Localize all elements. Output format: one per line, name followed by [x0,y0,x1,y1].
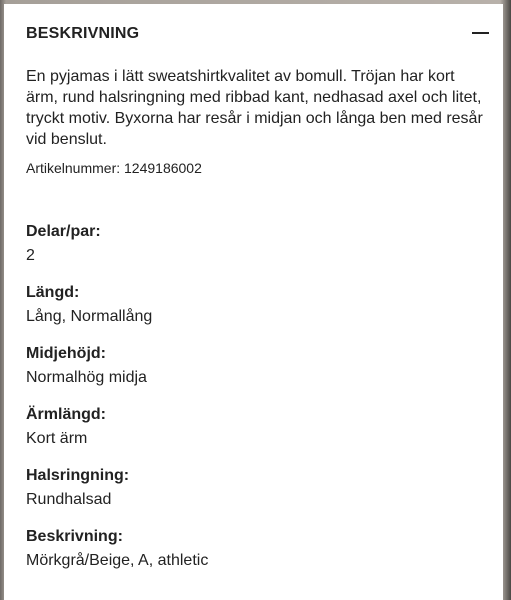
attribute-label: Midjehöjd: [26,345,106,362]
article-number: Artikelnummer: 1249186002 [26,160,202,176]
attribute-value: Kort ärm [26,430,88,447]
minus-icon [472,32,489,34]
attribute-length [26,283,486,327]
attribute-label: Beskrivning: [26,528,123,545]
attribute-value: Normalhög midja [26,369,147,386]
attribute-label: Längd: [26,284,80,301]
product-description: En pyjamas i lätt sweatshirtkvalitet av bomull. Tröjan har kort ärm, rund halsringning med ribbad kant, nedhasad axel och litet, tryckt motiv. Byxorna har resår i midjan och långa ben med resår vid benslut. [26,68,483,148]
attribute-description [26,527,486,571]
section-title: BESKRIVNING [26,25,140,42]
attribute-waist-height [26,344,486,388]
attribute-value: Rundhalsad [26,491,112,508]
attribute-label: Delar/par: [26,223,101,240]
description-panel [4,4,503,600]
collapse-button[interactable] [470,22,492,44]
section-header[interactable] [4,4,503,64]
attribute-value: Lång, Normallång [26,308,153,325]
attribute-parts [26,222,486,266]
attribute-value: 2 [26,247,35,264]
attribute-value: Mörkgrå/Beige, A, athletic [26,552,209,569]
attribute-sleeve-length [26,405,486,449]
attribute-label: Ärmlängd: [26,406,106,423]
attribute-label: Halsringning: [26,467,130,484]
attribute-neckline [26,466,486,510]
